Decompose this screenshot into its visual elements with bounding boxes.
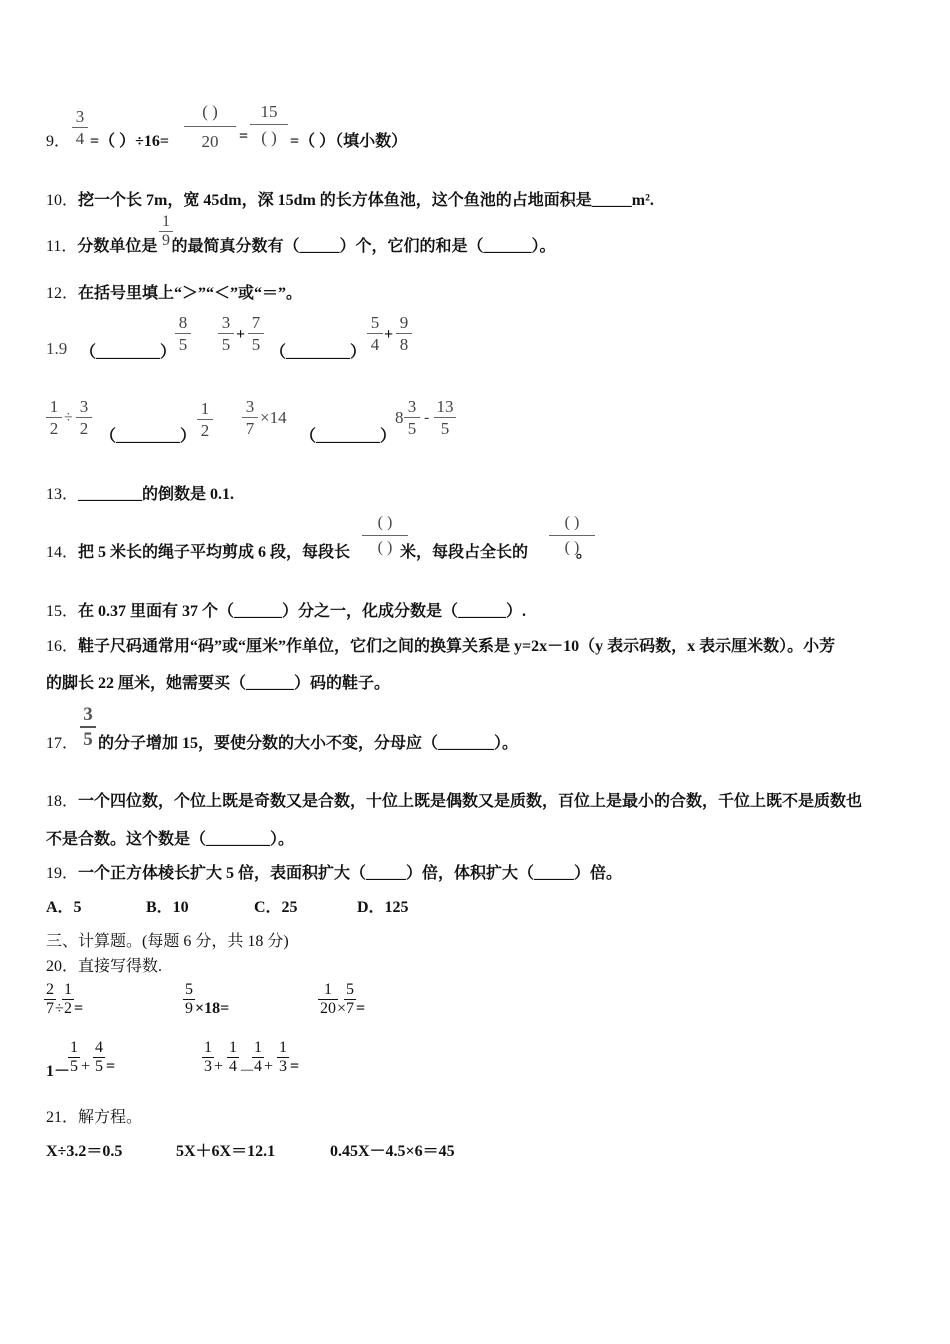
- q21-equation-3: 0.45X－4.5×6＝45: [330, 1143, 455, 1160]
- q15-number: 15．: [46, 603, 79, 620]
- q12-r2-blank-2: （________）: [300, 428, 397, 445]
- q19-option-c: C．25: [254, 899, 298, 916]
- q19-option-b: B．10: [146, 899, 189, 916]
- q15: [46, 598, 526, 621]
- q19-text: 一个正方体棱长扩大 5 倍，表面积扩大（_____）倍，体积扩大（_____）倍。: [78, 865, 623, 882]
- q14-number: 14．: [46, 544, 79, 561]
- q20-e5-fraction-3: 1 4: [254, 1039, 262, 1075]
- q13: [46, 481, 234, 504]
- q21-equation-2: 5X＋6X＝12.1: [176, 1143, 276, 1160]
- q9-fraction-2: ( ) 20: [184, 103, 236, 150]
- q14-post: 。: [576, 544, 593, 561]
- q20-e5-fraction-1: 1 3: [204, 1039, 212, 1075]
- q11: [46, 233, 555, 256]
- q13-number: 13．: [46, 486, 79, 503]
- q12-r1-plus-1: +: [236, 326, 246, 343]
- q20-e5-eq: =: [290, 1058, 300, 1075]
- q21-number: 21．: [46, 1109, 79, 1126]
- q12-r2-fraction-2: 3 2: [76, 398, 92, 437]
- q10-text: 挖一个长 7m，宽 45dm，深 15dm 的长方体鱼池，这个鱼池的占地面积是_____m².: [78, 192, 654, 209]
- q18: [46, 788, 862, 811]
- q20-e3-op: ×: [337, 1000, 347, 1017]
- q12: [46, 280, 302, 303]
- q12-r2-times: ×14: [260, 408, 287, 427]
- q20-e5-op-1: +: [214, 1058, 224, 1075]
- q12-r2-fraction-4: 3 7: [242, 398, 258, 437]
- q12-r2-divide: ÷: [64, 409, 73, 426]
- q20-e4-fraction-1: 1 5: [70, 1039, 78, 1075]
- q20-e1-eq: =: [74, 1000, 84, 1017]
- q11-number: 11．: [46, 238, 78, 255]
- q15-text: 在 0.37 里面有 37 个（______）分之一，化成分数是（______）.: [78, 603, 527, 620]
- q20-e2-rest: ×18=: [195, 1000, 230, 1017]
- q20-number: 20．: [46, 958, 79, 975]
- q14: [46, 539, 592, 562]
- q9-text-3: =（ ）（填小数）: [290, 133, 408, 150]
- q14-blank-fraction-1: ( ) ( ): [362, 515, 408, 556]
- q12-r2-whole: 8: [395, 408, 404, 427]
- q11-fraction: 1 9: [159, 214, 173, 249]
- q16-line-1: 鞋子尺码通常用“码”或“厘米”作单位，它们之间的换算关系是 y=2x－10（y 表示码数，x 表示厘米数）。小芳: [78, 638, 836, 655]
- q21: [46, 1104, 142, 1127]
- q18-number: 18．: [46, 793, 79, 810]
- q12-r2-minus: -: [424, 409, 430, 426]
- q20-e5-op-3: +: [264, 1058, 274, 1075]
- q20-e4-op: +: [81, 1058, 91, 1075]
- q12-r1-fraction-2: 3 5: [218, 314, 234, 353]
- q12-r1-blank-2: （________）: [270, 344, 367, 361]
- q20-e2-fraction-1: 5 9: [185, 981, 193, 1017]
- q21-text: 解方程。: [78, 1109, 143, 1126]
- q12-r2-fraction-3: 1 2: [197, 400, 213, 439]
- q12-r2-blank-1: （________）: [100, 428, 197, 445]
- q14-pre: 把 5 米长的绳子平均剪成 6 段，每段长: [78, 544, 351, 561]
- q20-e4-pre: 1－: [46, 1063, 71, 1080]
- q9-text-1: =（ ）÷16=: [90, 133, 170, 150]
- q12-r1-fraction-5: 9 8: [396, 314, 412, 353]
- q17-text: 的分子增加 15，要使分数的大小不变，分母应（_______）。: [98, 735, 519, 752]
- q19-option-a: A．5: [46, 899, 82, 916]
- q9-text-2: =: [239, 128, 249, 145]
- q20-e3-fraction-2: 5 7: [346, 981, 354, 1017]
- q21-equation-1: X÷3.2＝0.5: [46, 1143, 123, 1160]
- q20-e1-fraction-2: 1 2: [64, 981, 72, 1017]
- q20-e1-op: ÷: [55, 1000, 64, 1017]
- q11-pre: 分数单位是: [77, 238, 158, 255]
- q20-e1-fraction-1: 2 7: [46, 981, 54, 1017]
- q9-fraction-1: 3 4: [72, 108, 88, 147]
- q19-number: 19．: [46, 865, 79, 882]
- q9-number: 9．: [46, 133, 71, 150]
- q10-number: 10．: [46, 192, 79, 209]
- q16-number: 16．: [46, 638, 79, 655]
- q16-line-2: 的脚长 22 厘米，她需要买（______）码的鞋子。: [46, 675, 391, 692]
- q20-e3-eq: =: [356, 1000, 366, 1017]
- q12-r2-fraction-5: 3 5: [404, 398, 420, 437]
- q12-r1-fraction-1: 8 5: [175, 314, 191, 353]
- q11-post: 的最简真分数有（_____）个，它们的和是（______）。: [171, 238, 556, 255]
- q20-e5-fraction-4: 1 3: [279, 1039, 287, 1075]
- q20-e4-fraction-2: 4 5: [95, 1039, 103, 1075]
- q9-fraction-3: 15 ( ): [250, 103, 288, 146]
- q18-line-1: 一个四位数，个位上既是奇数又是合数，十位上既是偶数又是质数，百位上是最小的合数，千位上既不是质数也: [78, 793, 863, 810]
- q20-e5-fraction-2: 1 4: [229, 1039, 237, 1075]
- q12-text: 在括号里填上“＞”“＜”或“＝”。: [78, 285, 303, 302]
- section-3-title: 三、计算题。(每题 6 分，共 18 分): [46, 933, 289, 950]
- q12-r2-fraction-1: 1 2: [46, 398, 62, 437]
- q12-r1-blank-1: （________）: [80, 344, 177, 361]
- q12-r1-fraction-3: 7 5: [248, 314, 264, 353]
- q20-e4-eq: =: [106, 1058, 116, 1075]
- q13-text: ________的倒数是 0.1.: [78, 486, 235, 503]
- q12-r2-fraction-6: 13 5: [434, 398, 456, 437]
- q20-text: 直接写得数.: [78, 958, 163, 975]
- q12-r1-value: 1.9: [46, 339, 68, 358]
- q18-line-2: 不是合数。这个数是（________）。: [46, 831, 295, 848]
- q20-e3-fraction-1: 1 20: [320, 981, 336, 1017]
- q12-number: 12．: [46, 285, 79, 302]
- q10: [46, 187, 654, 210]
- q19-option-d: D．125: [357, 899, 409, 916]
- q19: [46, 860, 622, 883]
- q17-number: 17．: [46, 735, 79, 752]
- q20: [46, 953, 162, 976]
- q16: [46, 633, 835, 656]
- q14-mid: 米，每段占全长的: [400, 544, 529, 561]
- q20-e5-op-2: －: [239, 1063, 256, 1080]
- q12-r1-fraction-4: 5 4: [367, 314, 383, 353]
- q12-r1-plus-2: +: [384, 326, 394, 343]
- q17-fraction: 3 5: [80, 705, 96, 749]
- q14-blank-fraction-2: ( ) ( ): [549, 515, 595, 556]
